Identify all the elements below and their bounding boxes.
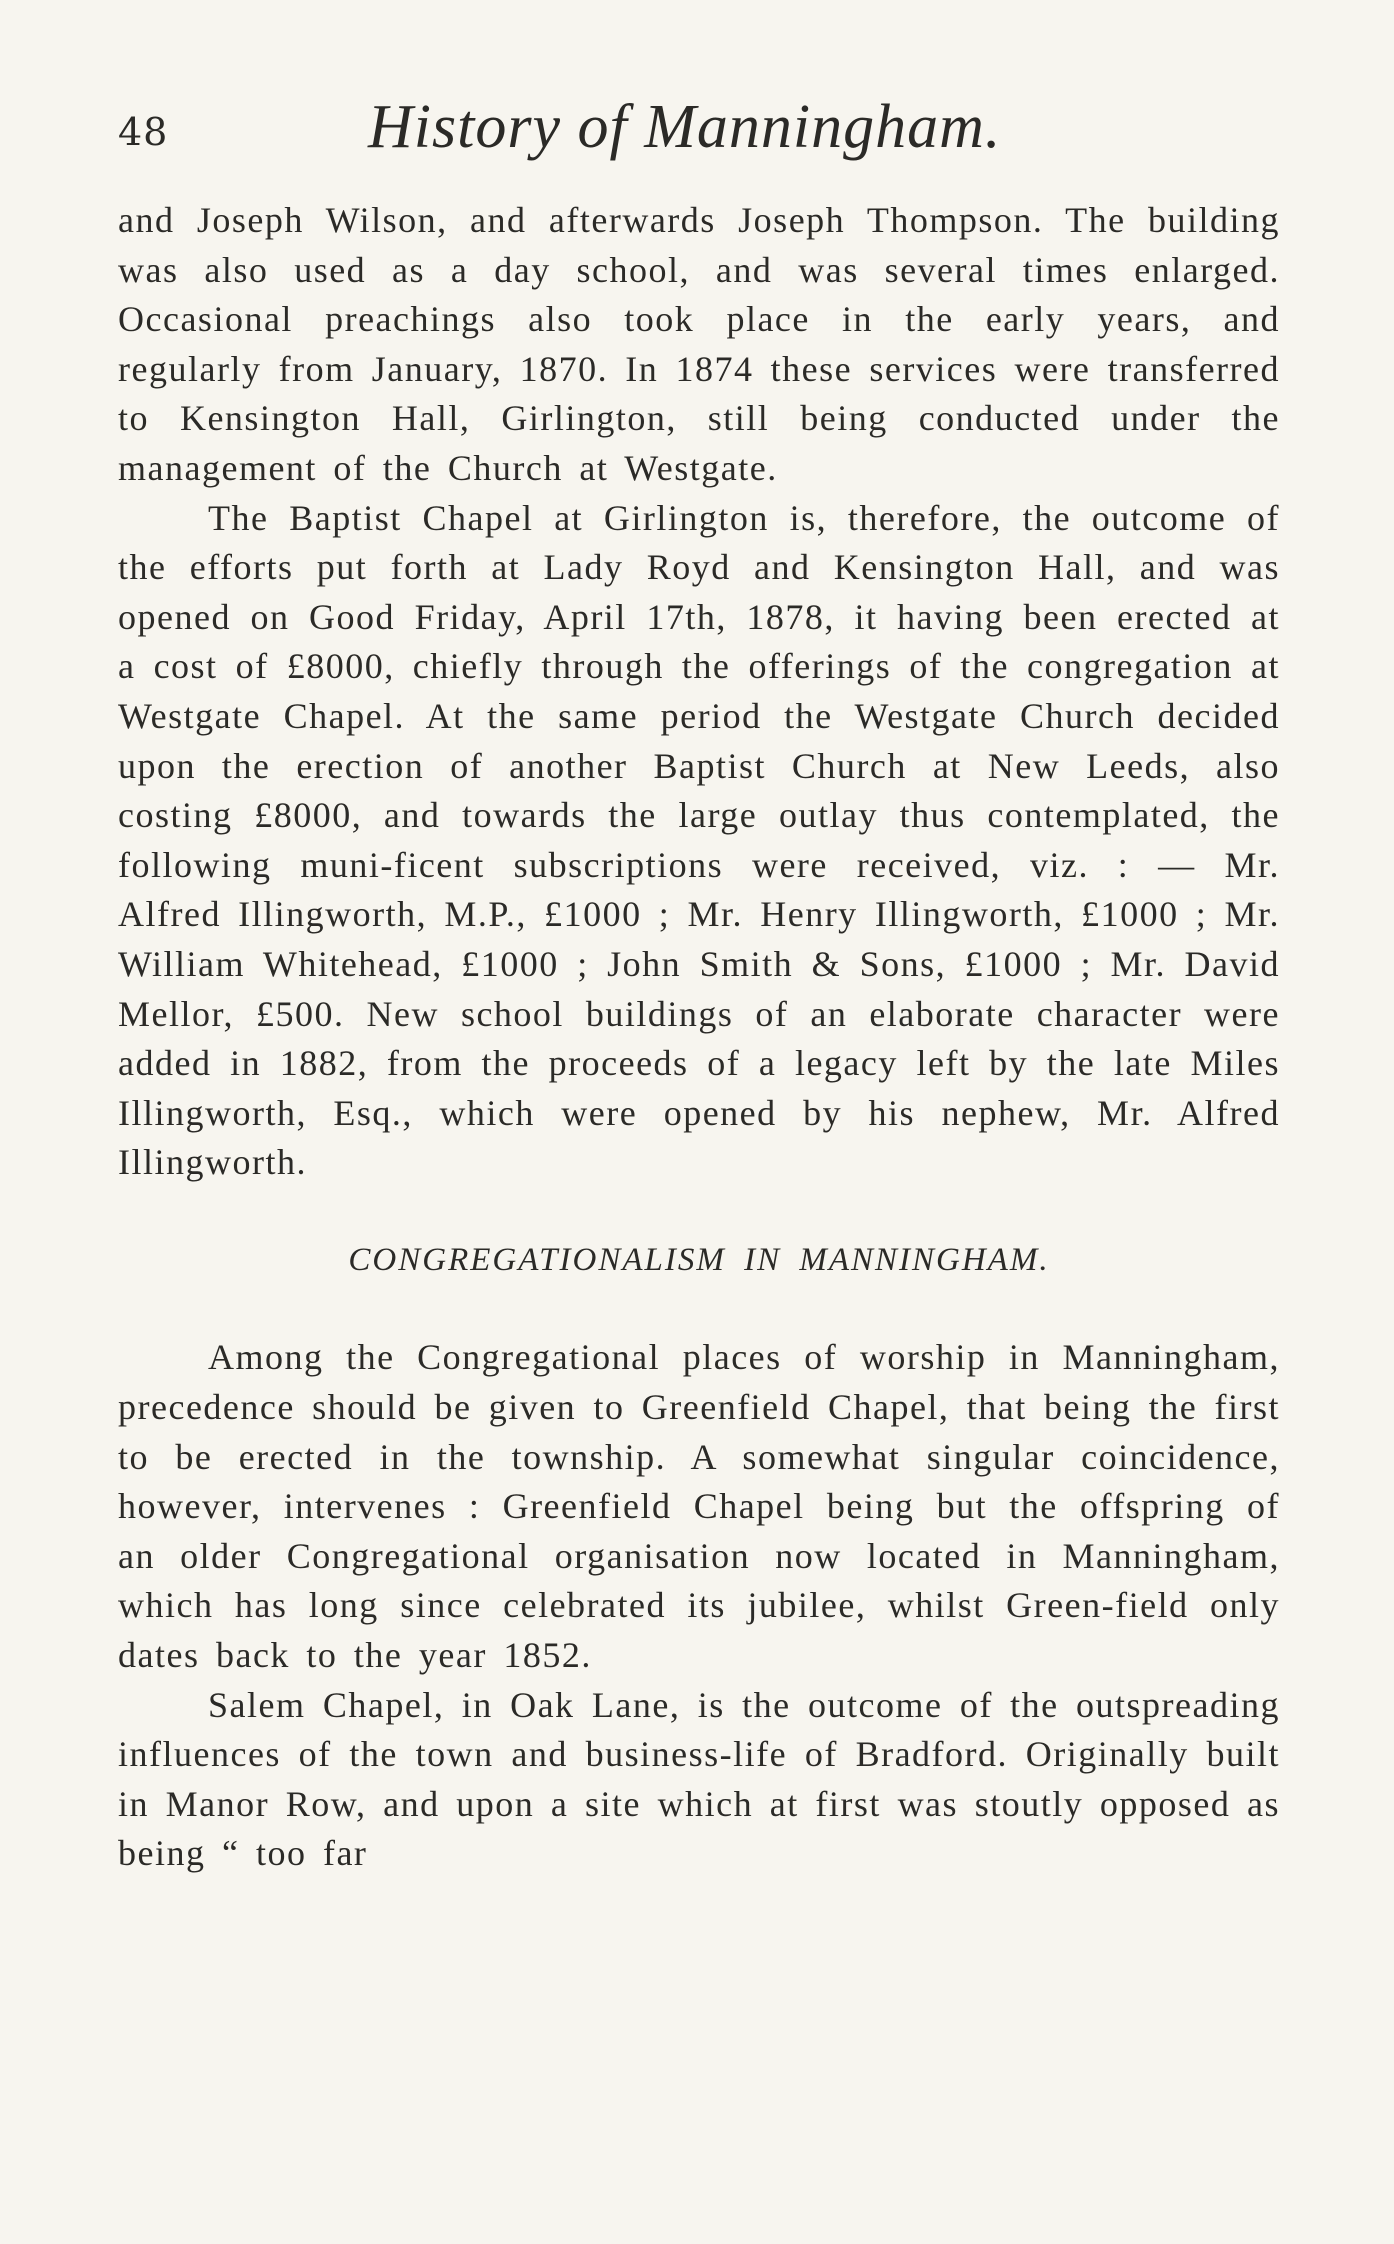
running-head: [118, 92, 1278, 172]
paragraph-baptist-chapel: The Baptist Chapel at Girlington is, therefore, the outcome of the efforts put forth at Lady Royd and Kensington Hall, and was opened on Good Friday, April 17th, 1878, it having been erected at a cost of £8000, chiefly through the offerings of the congregation at Westgate Chapel. At the same period the Westgate Church decided upon the erection of another Baptist Church at New Leeds, also costing £8000, and towards the large outlay thus contemplated, the following muni-ficent subscriptions were received, viz. : — Mr. Alfred Illingworth, M.P., £1000 ; Mr. Henry Illingworth, £1000 ; Mr. William Whitehead, £1000 ; John Smith & Sons, £1000 ; Mr. David Mellor, £500. New school buildings of an elaborate character were added in 1882, from the proceeds of a legacy left by the late Miles Illingworth, Esq., which were opened by his nephew, Mr. Alfred Illingworth.: [118, 497, 1280, 1183]
section-heading: CONGREGATIONALISM IN MANNINGHAM.: [348, 1241, 1050, 1278]
paragraph-continuation: and Joseph Wilson, and afterwards Joseph Thompson. The building was also used as a day school, and was several times enlarged. Occasional preachings also took place in the early years, and regularly from January, 1870. In 1874 these services were transferred to Kensington Hall, Girlington, still being conducted under the management of the Church at Westgate.: [118, 200, 1280, 488]
body-text: [118, 196, 1280, 1879]
paragraph-salem-chapel: Salem Chapel, in Oak Lane, is the outcome of the outspreading influences of the town and business-life of Bradford. Originally built in Manor Row, and upon a site which at first was stoutly opposed as being “ too far: [118, 1684, 1280, 1874]
page-number: 48: [118, 110, 169, 154]
paragraph-congregational-places: Among the Congregational places of worship in Manningham, precedence should be given to Greenfield Chapel, that being the first to be erected in the township. A somewhat singular coincidence, however, intervenes : Greenfield Chapel being but the offspring of an older Congregational organisation now located in Manningham, which has long since celebrated its jubilee, whilst Green-field only dates back to the year 1852.: [118, 1337, 1280, 1676]
running-title: History of Manningham.: [368, 93, 1002, 161]
